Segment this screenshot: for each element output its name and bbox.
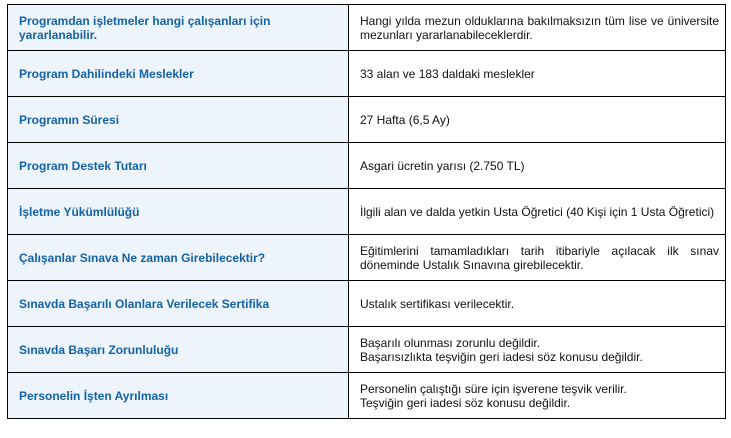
program-info-table (7, 4, 726, 419)
row-value (349, 189, 726, 235)
row-label: Programdan işletmeler hangi çalışanları için yararlanabilir. (8, 5, 349, 51)
table-row (8, 189, 726, 235)
row-label: Sınavda Başarı Zorunluluğu (8, 327, 349, 373)
row-value-line: 27 Hafta (6,5 Ay) (360, 112, 450, 127)
table-row (8, 373, 726, 419)
row-value (349, 51, 726, 97)
table-row (8, 281, 726, 327)
row-value (349, 97, 726, 143)
row-value-line: 33 alan ve 183 daldaki meslekler (360, 66, 535, 81)
row-value (349, 235, 726, 281)
row-value-line: Eğitimlerini tamamladıkları tarih itibariyle açılacak ilk sınav döneminde Ustalık Sınavına girebilecektir. (360, 243, 719, 272)
table-row (8, 143, 726, 189)
table-row (8, 327, 726, 373)
row-value-line: Başarısızlıkta teşviğin geri iadesi söz konusu değildir. (360, 349, 643, 364)
row-label: Program Destek Tutarı (8, 143, 349, 189)
row-label: Program Dahilindeki Meslekler (8, 51, 349, 97)
row-label: Programın Süresi (8, 97, 349, 143)
row-label: İşletme Yükümlülüğü (8, 189, 349, 235)
row-value (349, 143, 726, 189)
info-table-container (7, 4, 725, 419)
row-value-line: Asgari ücretin yarısı (2.750 TL) (360, 158, 525, 173)
table-row (8, 51, 726, 97)
row-label: Personelin İşten Ayrılması (8, 373, 349, 419)
row-value-line: Personelin çalıştığı süre için işverene teşvik verilir. (360, 381, 627, 396)
table-row (8, 235, 726, 281)
row-value (349, 5, 726, 51)
table-row (8, 5, 726, 51)
row-value-line: Teşviğin geri iadesi söz konusu değildir. (360, 395, 571, 410)
row-value (349, 327, 726, 373)
row-value-line: Başarılı olunması zorunlu değildir. (360, 335, 541, 350)
row-label: Çalışanlar Sınava Ne zaman Girebilecektir? (8, 235, 349, 281)
table-row (8, 97, 726, 143)
row-value-line: Ustalık sertifikası verilecektir. (360, 296, 515, 311)
row-value (349, 281, 726, 327)
row-label: Sınavda Başarılı Olanlara Verilecek Sertifika (8, 281, 349, 327)
row-value (349, 373, 726, 419)
row-value-line: İlgili alan ve dalda yetkin Usta Öğretici (40 Kişi için 1 Usta Öğretici) (360, 204, 715, 219)
row-value-line: Hangi yılda mezun olduklarına bakılmaksızın tüm lise ve üniversite mezunları yararlanabileceklerdir. (360, 13, 719, 42)
